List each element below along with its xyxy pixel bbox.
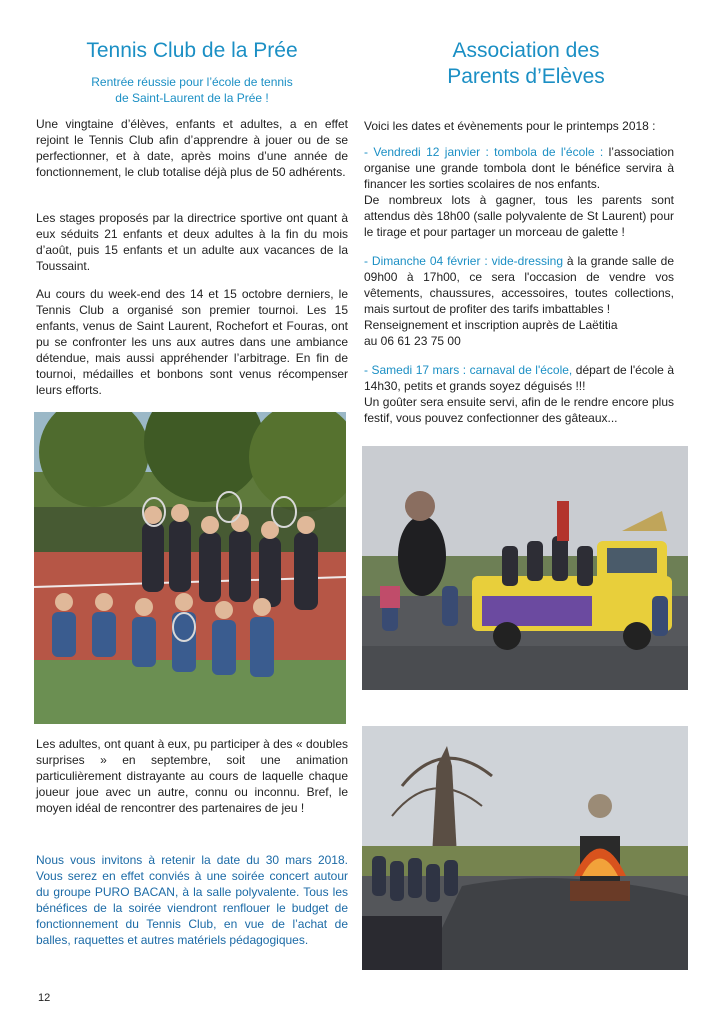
tennis-announcement: Nous vous invitons à retenir la date du 30 mars 2018. Vous serez en effet conviés à une soirée concert autour du groupe PURO BACAN, à la salle polyvalente. Tous les bénéfices de la soirée viendront renflouer le budget de fonctionnement du Tennis Club, en vue de l’achat de balles, raquettes et autres matériels pédagogiques. xyxy=(36,853,348,947)
carnival-truck-photo xyxy=(362,446,688,690)
event-vide-dressing-text: à la grande salle de 09h00 à 17h00, ce sera l'occasion de vendre vos vêtements, chaussures, accessoires, toutes collections, mais surtout de profiter des tarifs imbattables ! xyxy=(364,254,674,316)
tennis-paragraph-3: Au cours du week-end des 14 et 15 octobre derniers, le Tennis Club a organisé son premier tournoi. Les 15 enfants, venus de Saint Laurent, Rochefort et Fouras, ont pu se confronter les uns aux autres dans une ambiance détendue, mais aussi appréhender l’arbitrage. En fin de tournoi, médailles et bonbons sont venus récompenser leurs efforts. xyxy=(36,287,348,397)
association-intro: Voici les dates et évènements pour le printemps 2018 : xyxy=(364,119,656,133)
event-vide-dressing-contact: Renseignement et inscription auprès de Laëtitia xyxy=(364,318,618,332)
event-carnaval-text-2: Un goûter sera ensuite servi, afin de le rendre encore plus festif, vous pouvez confectionner des gâteaux... xyxy=(364,395,674,425)
event-carnaval-text: départ de l'école à 14h30, petits et grands soyez déguisés !!! xyxy=(364,363,675,393)
event-vide-dressing-heading: - Dimanche 04 février : vide-dressing xyxy=(364,254,563,268)
event-vide-dressing xyxy=(364,253,674,349)
tennis-paragraph-2: Les stages proposés par la directrice sportive ont quant à eux séduits 21 enfants et deux adultes à la fin du mois d’août, puis 15 enfants et un adulte aux vacances de la Toussaint. xyxy=(36,211,348,273)
tennis-club-title: Tennis Club de la Prée xyxy=(86,39,298,62)
subtitle-line-1: Rentrée réussie pour l’école de tennis xyxy=(91,75,293,89)
event-carnaval xyxy=(364,362,674,426)
event-tombola xyxy=(364,144,674,240)
event-carnaval-heading: - Samedi 17 mars : carnaval de l'école, xyxy=(364,363,573,377)
carnival-bonfire-photo xyxy=(362,726,688,970)
event-tombola-text-2: De nombreux lots à gagner, tous les parents sont attendus dès 18h00 (salle polyvalente de St Laurent) pour le tirage et pour partager un morceau de galette ! xyxy=(364,193,674,239)
association-title-line-2: Parents d’Elèves xyxy=(447,65,605,88)
page-number: 12 xyxy=(38,992,51,1004)
tennis-group-photo xyxy=(34,412,346,724)
tennis-club-subtitle xyxy=(36,74,348,106)
subtitle-line-2: de Saint-Laurent de la Prée ! xyxy=(115,91,269,105)
event-tombola-heading: - Vendredi 12 janvier : tombola de l'école : xyxy=(364,145,604,159)
tennis-paragraph-4: Les adultes, ont quant à eux, pu participer à des « doubles surprises » en septembre, soit une animation particulièrement distrayante au cours de laquelle chaque joueur joue avec un autre, connu ou inconnu. Bref, le moyen idéal de rencontrer des partenaires de jeu ! xyxy=(36,737,348,815)
association-title xyxy=(364,38,688,90)
event-tombola-text: l’association organise une grande tombola dont le bénéfice servira à financer les sorties scolaires de nos enfants. xyxy=(364,145,675,191)
tennis-paragraph-1: Une vingtaine d’élèves, enfants et adultes, a en effet rejoint le Tennis Club afin d’apprendre à jouer ou de se perfectionner, et à date, après moins d’une année de fonctionnement, le club totalise déjà plus de 50 adhérents. xyxy=(36,117,348,179)
event-vide-dressing-phone: au 06 61 23 75 00 xyxy=(364,334,461,348)
association-title-line-1: Association des xyxy=(452,39,600,62)
